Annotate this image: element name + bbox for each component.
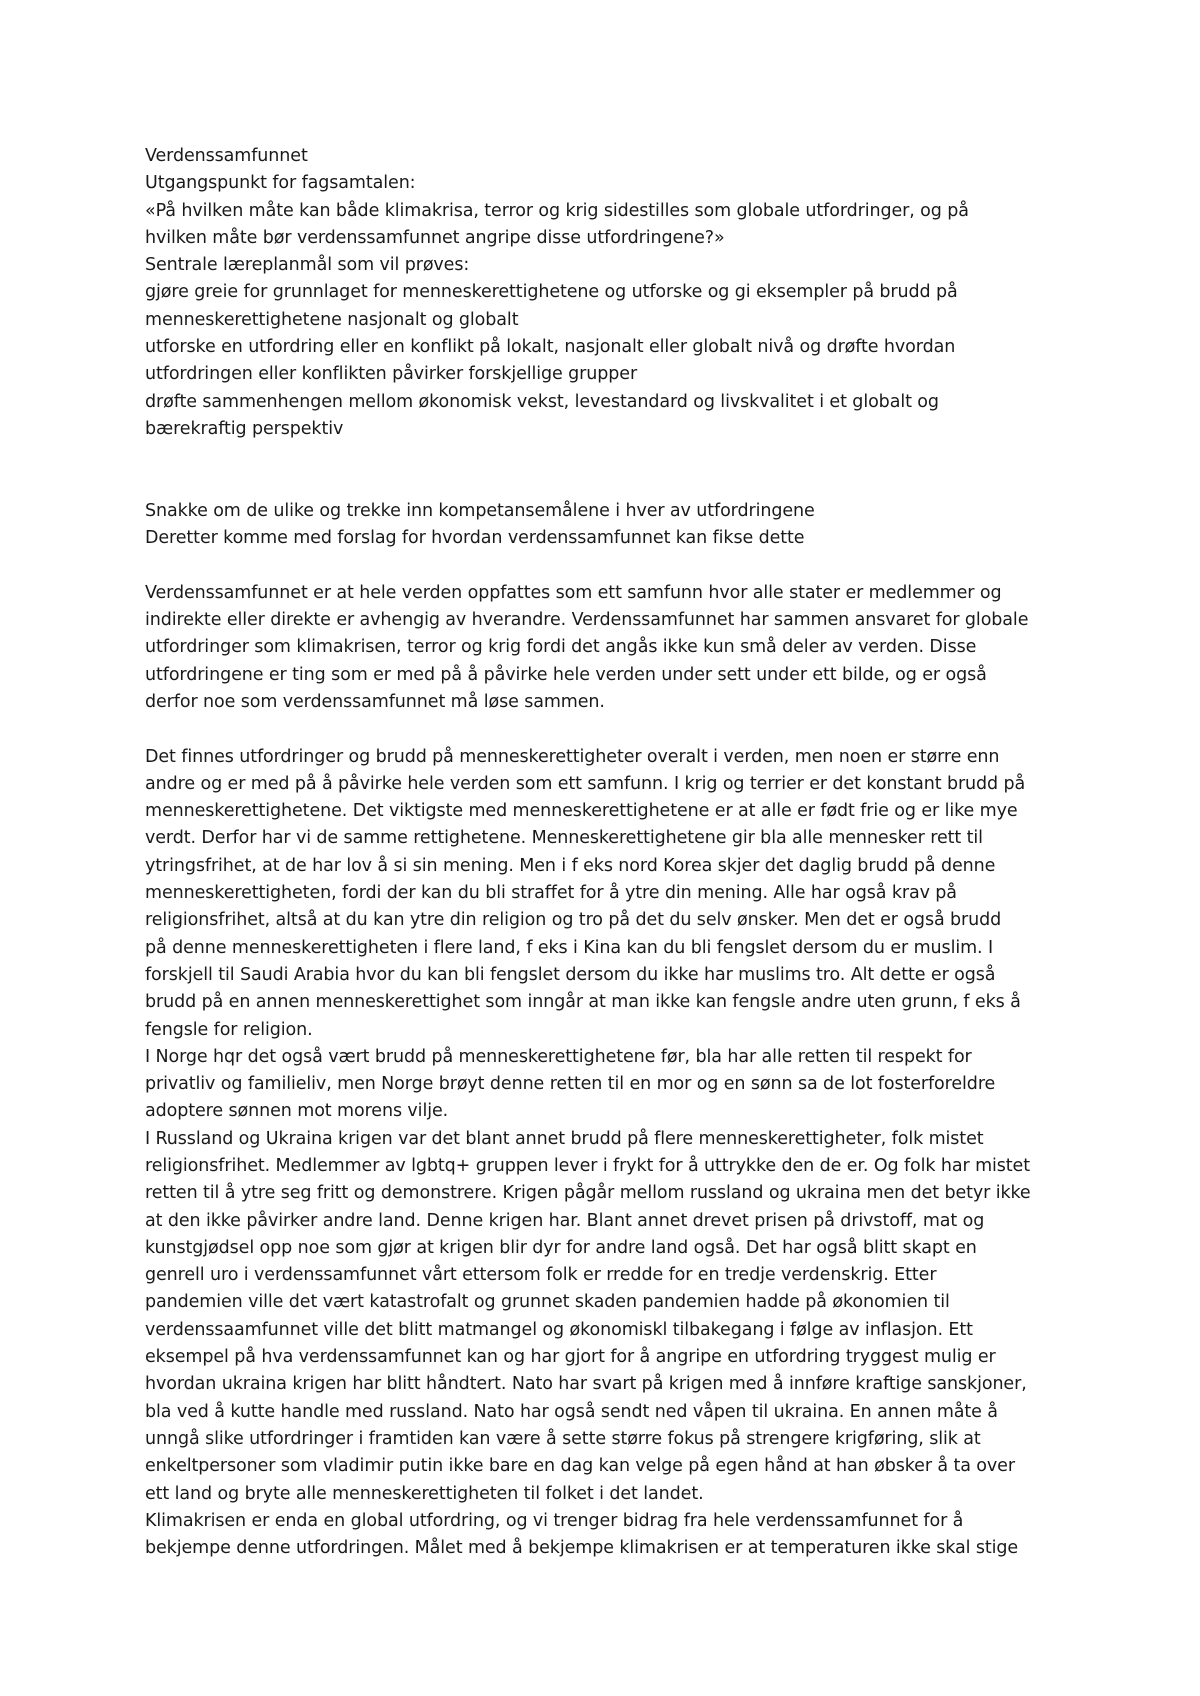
text-line: utfordringen eller konflikten påvirker forskjellige grupper <box>145 364 638 385</box>
text-line: Det finnes utfordringer og brudd på menneskerettigheter overalt i verden, men noen er større enn <box>145 746 1000 767</box>
text-line: på denne menneskerettigheten i flere land, f eks i Kina kan du bli fengslet dersom du er muslim. I <box>145 937 994 958</box>
text-line: I Norge hqr det også vært brudd på menneskerettighetene før, bla har alle retten til respekt for <box>145 1046 972 1067</box>
text-line: privatliv og familieliv, men Norge brøyt denne retten til en mor og en sønn sa de lot fosterforeldre <box>145 1074 996 1095</box>
text-line: gjøre greie for grunnlaget for menneskerettighetene og utforske og gi eksempler på brudd på <box>145 282 958 303</box>
text-line: brudd på en annen menneskerettighet som inngår at man ikke kan fengsle andre uten grunn, f eks å <box>145 992 1021 1013</box>
text-line: hvordan ukraina krigen har blitt håndtert. Nato har svart på krigen med å innføre kraftige sanskjoner, <box>145 1374 1027 1395</box>
text-line: menneskerettigheten, fordi der kan du bli straffet for å ytre din mening. Alle har også krav på <box>145 883 957 904</box>
text-line: ett land og bryte alle menneskerettigheten til folket i det landet. <box>145 1483 704 1504</box>
blank-space <box>145 552 1075 579</box>
text-line: menneskerettighetene nasjonalt og globalt <box>145 309 519 330</box>
blank-space <box>145 443 1075 498</box>
text-line: Verdenssamfunnet er at hele verden oppfattes som ett samfunn hvor alle stater er medlemmer og <box>145 582 1002 603</box>
text-line: pandemien ville det vært katastrofalt og grunnet skaden pandemien hadde på økonomien til <box>145 1292 950 1313</box>
text-line: religionsfrihet. Medlemmer av lgbtq+ gruppen lever i frykt for å uttrykke den de er. Og folk har mistet <box>145 1155 1030 1176</box>
text-line: verdt. Derfor har vi de samme rettighetene. Menneskerettighetene gir bla alle mennesker rett til <box>145 828 983 849</box>
text-line: Snakke om de ulike og trekke inn kompetansemålene i hver av utfordringene <box>145 500 815 521</box>
text-line: forskjell til Saudi Arabia hvor du kan bli fengslet dersom du ikke har muslims tro. Alt dette er også <box>145 964 996 985</box>
text-line: eksempel på hva verdenssamfunnet kan og har gjort for å angripe en utfordring tryggest mulig er <box>145 1347 996 1368</box>
text-line: Utgangspunkt for fagsamtalen: <box>145 173 416 194</box>
body-paragraphs <box>145 744 1075 1563</box>
text-line: drøfte sammenhengen mellom økonomisk vekst, levestandard og livskvalitet i et globalt og <box>145 391 939 412</box>
text-line: bærekraftig perspektiv <box>145 418 344 439</box>
text-line: derfor noe som verdenssamfunnet må løse sammen. <box>145 691 605 712</box>
text-line: bekjempe denne utfordringen. Målet med å bekjempe klimakrisen er at temperaturen ikke skal stige <box>145 1538 1019 1559</box>
text-line: fengsle for religion. <box>145 1019 313 1040</box>
text-line: ytringsfrihet, at de har lov å si sin mening. Men i f eks nord Korea skjer det daglig brudd på denne <box>145 855 996 876</box>
text-line: «På hvilken måte kan både klimakrisa, terror og krig sidestilles som globale utfordringer, og på <box>145 200 969 221</box>
blank-space <box>145 716 1075 743</box>
text-line: Deretter komme med forslag for hvordan verdenssamfunnet kan fikse dette <box>145 528 805 549</box>
text-line: menneskerettighetene. Det viktigste med menneskerettighetene er at alle er født frie og er like mye <box>145 801 1018 822</box>
text-line: enkeltpersoner som vladimir putin ikke bare en dag kan velge på egen hånd at han øbsker å ta over <box>145 1456 1015 1477</box>
text-line: retten til å ytre seg fritt og demonstrere. Krigen pågår mellom russland og ukraina men det betyr ikke <box>145 1183 1031 1204</box>
text-line: andre og er med på å påvirke hele verden som ett samfunn. I krig og terrier er det konstant brudd på <box>145 773 1026 794</box>
plan-block <box>145 498 1075 553</box>
document-title: Verdenssamfunnet <box>145 146 308 166</box>
text-line: utfordringene er ting som er med på å påvirke hele verden under sett under ett bilde, og er også <box>145 664 987 685</box>
text-line: Klimakrisen er enda en global utfordring, og vi trenger bidrag fra hele verdenssamfunnet for å <box>145 1510 964 1531</box>
text-line: verdenssaamfunnet ville det blitt matmangel og økonomiskl tilbakegang i følge av inflasjon. Ett <box>145 1319 973 1340</box>
text-line: adoptere sønnen mot morens vilje. <box>145 1101 449 1122</box>
text-line: hvilken måte bør verdenssamfunnet angripe disse utfordringene?» <box>145 227 725 248</box>
header-block <box>145 170 1075 443</box>
text-line: religionsfrihet, altså at du kan ytre din religion og tro på det du selv ønsker. Men det er også brudd <box>145 910 1002 931</box>
text-line: kunstgjødsel opp noe som gjør at krigen blir dyr for andre land også. Det har også blitt skapt en <box>145 1237 977 1258</box>
text-line: utfordringer som klimakrisen, terror og krig fordi det angås ikke kun små deler av verden. Disse <box>145 637 977 658</box>
document-body <box>145 143 1075 1562</box>
text-line: Sentrale læreplanmål som vil prøves: <box>145 255 470 276</box>
text-line: utforske en utfordring eller en konflikt på lokalt, nasjonalt eller globalt nivå og drøfte hvordan <box>145 337 956 358</box>
text-line: unngå slike utfordringer i framtiden kan være å sette større fokus på strengere krigføring, slik at <box>145 1428 981 1449</box>
text-line: I Russland og Ukraina krigen var det blant annet brudd på flere menneskerettigheter, folk mistet <box>145 1128 984 1149</box>
intro-paragraph <box>145 580 1075 716</box>
text-line: indirekte eller direkte er avhengig av hverandre. Verdenssamfunnet har sammen ansvaret for globale <box>145 610 1029 631</box>
text-line: at den ikke påvirker andre land. Denne krigen har. Blant annet drevet prisen på drivstoff, mat og <box>145 1210 985 1231</box>
text-line: bla ved å kutte handle med russland. Nato har også sendt ned våpen til ukraina. En annen måte å <box>145 1401 998 1422</box>
text-line: genrell uro i verdenssamfunnet vårt ettersom folk er rredde for en tredje verdenskrig. Etter <box>145 1265 937 1286</box>
